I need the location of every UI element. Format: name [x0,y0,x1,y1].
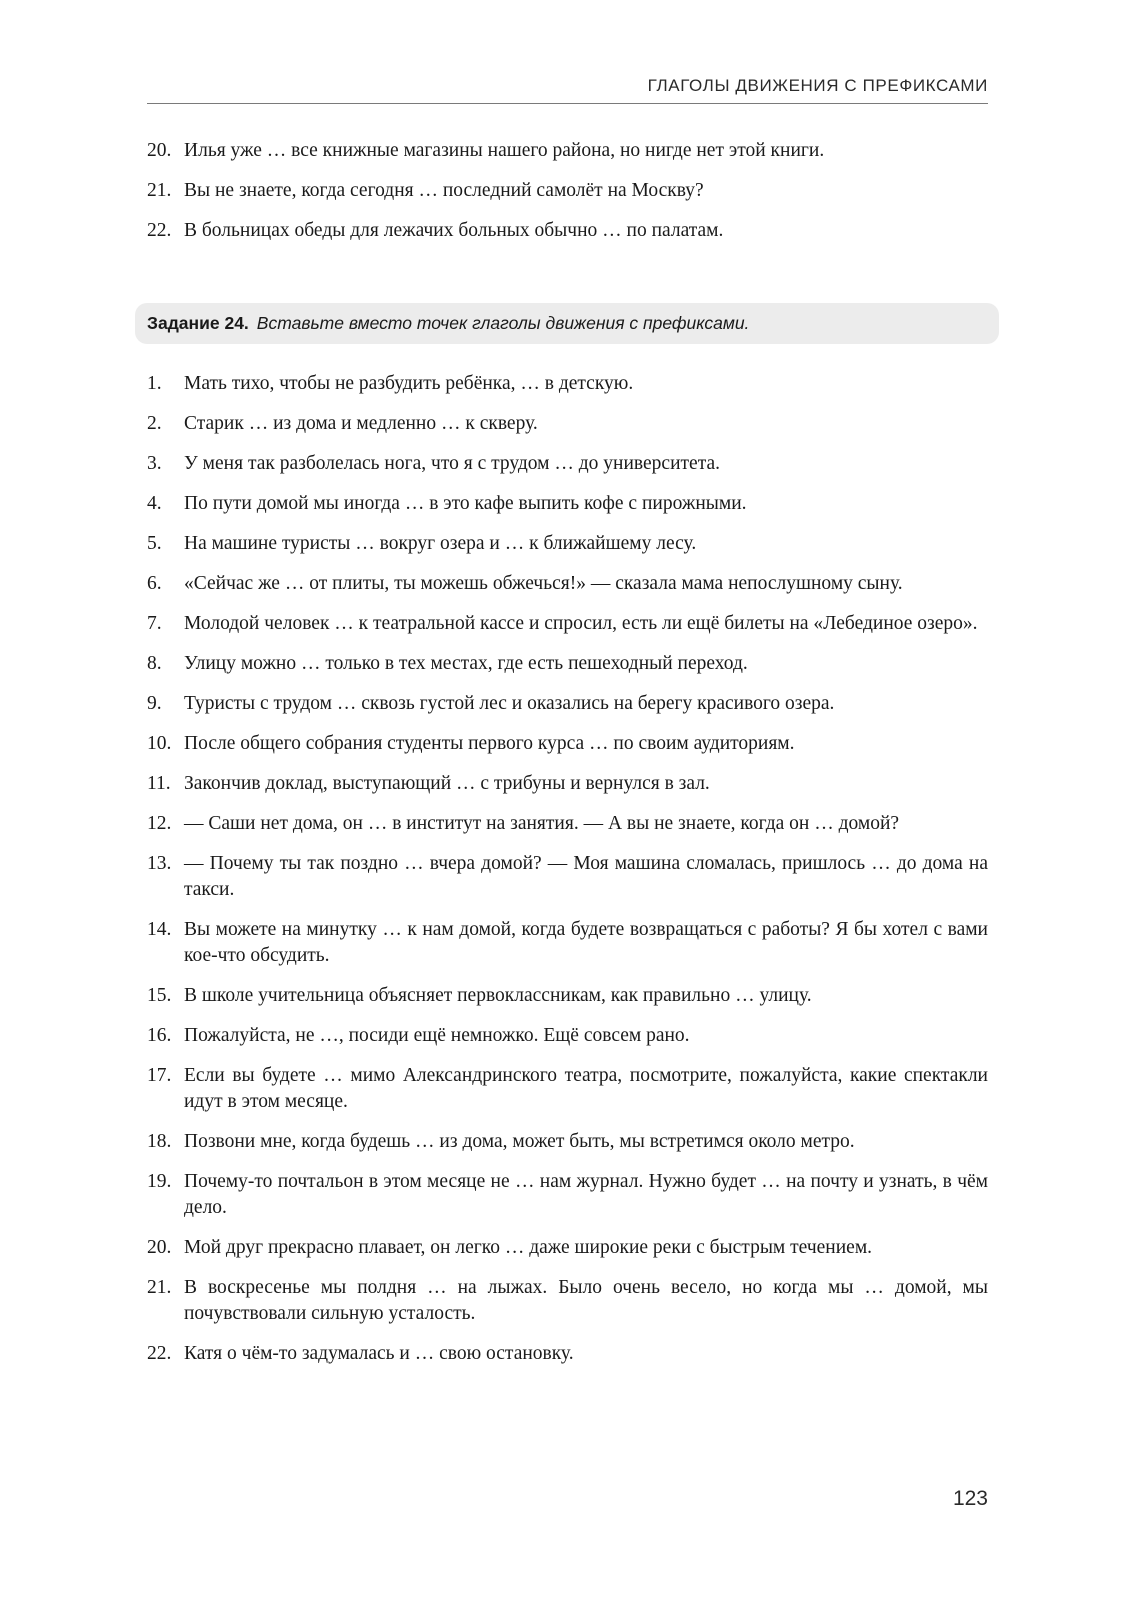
item-number: 3. [147,453,162,474]
item-number: 1. [147,373,162,394]
task-label: Задание 24. [147,313,249,333]
list-item [147,917,988,969]
item-number: 13. [147,853,172,874]
item-text: Если вы будете … мимо Александринского театра, посмотрите, пожалуйста, какие спектакли идут в этом месяце. [184,1065,988,1112]
item-number: 15. [147,985,172,1006]
running-title: ГЛАГОЛЫ ДВИЖЕНИЯ С ПРЕФИКСАМИ [647,76,988,95]
item-number: 20. [147,1237,172,1258]
item-number: 11. [147,773,171,794]
item-text: Позвони мне, когда будешь … из дома, может быть, мы встретимся около метро. [184,1131,855,1152]
item-text: Старик … из дома и медленно … к скверу. [184,413,538,434]
exercise-list [147,371,988,1381]
item-text: — Почему ты так поздно … вчера домой? — Моя машина сломалась, пришлось … до дома на такси. [184,853,988,900]
item-number: 18. [147,1131,172,1152]
item-number: 14. [147,919,172,940]
list-item [147,1235,988,1261]
item-text: Туристы с трудом … сквозь густой лес и оказались на берегу красивого озера. [184,693,835,714]
item-text: В школе учительница объясняет первоклассникам, как правильно … улицу. [184,985,812,1006]
list-item [147,731,988,757]
item-number: 4. [147,493,162,514]
list-item [147,651,988,677]
item-number: 21. [147,1277,172,1298]
running-header [147,76,988,104]
list-item [147,1341,988,1367]
item-text: Вы можете на минутку … к нам домой, когда будете возвращаться с работы? Я бы хотел с вами кое-что обсудить. [184,919,988,966]
list-item [147,611,988,637]
list-item [147,811,988,837]
list-item [147,983,988,1009]
item-number: 9. [147,693,162,714]
item-number: 6. [147,573,162,594]
list-item [147,1129,988,1155]
list-item [147,411,988,437]
item-number: 22. [147,1343,172,1364]
list-item [147,1023,988,1049]
list-item [147,1063,988,1115]
list-item [147,1275,988,1327]
list-item [147,218,988,244]
list-item [147,691,988,717]
item-number: 16. [147,1025,172,1046]
item-text: Илья уже … все книжные магазины нашего района, но нигде нет этой книги. [184,140,825,161]
item-number: 17. [147,1065,172,1086]
task-heading-box [135,303,999,344]
list-item [147,1169,988,1221]
item-number: 20. [147,140,172,161]
item-text: Молодой человек … к театральной кассе и спросил, есть ли ещё билеты на «Лебединое озеро». [184,613,978,634]
item-text: Мой друг прекрасно плавает, он легко … даже широкие реки с быстрым течением. [184,1237,873,1258]
item-number: 7. [147,613,162,634]
item-number: 22. [147,220,172,241]
list-item [147,491,988,517]
item-text: На машине туристы … вокруг озера и … к ближайшему лесу. [184,533,697,554]
item-text: Почему-то почтальон в этом месяце не … нам журнал. Нужно будет … на почту и узнать, в чём дело. [184,1171,988,1218]
item-text: Вы не знаете, когда сегодня … последний самолёт на Москву? [184,180,704,201]
item-text: По пути домой мы иногда … в это кафе выпить кофе с пирожными. [184,493,747,514]
item-number: 10. [147,733,172,754]
page-number: 123 [952,1487,988,1510]
item-text: В больницах обеды для лежачих больных обычно … по палатам. [184,220,724,241]
item-number: 2. [147,413,162,434]
list-item [147,771,988,797]
item-text: — Саши нет дома, он … в институт на занятия. — А вы не знаете, когда он … домой? [184,813,900,834]
item-text: Улицу можно … только в тех местах, где есть пешеходный переход. [184,653,748,674]
previous-exercise-list [147,138,988,258]
item-text: «Сейчас же … от плиты, ты можешь обжечься!» — сказала мама непослушному сыну. [184,573,903,594]
list-item [147,451,988,477]
task-instruction: Вставьте вместо точек глаголы движения с префиксами. [256,313,750,333]
list-item [147,178,988,204]
item-text: У меня так разболелась нога, что я с трудом … до университета. [184,453,720,474]
item-number: 8. [147,653,162,674]
item-text: Мать тихо, чтобы не разбудить ребёнка, … в детскую. [184,373,634,394]
item-number: 12. [147,813,172,834]
list-item [147,138,988,164]
item-text: Пожалуйста, не …, посиди ещё немножко. Ещё совсем рано. [184,1025,690,1046]
item-text: Закончив доклад, выступающий … с трибуны и вернулся в зал. [184,773,710,794]
list-item [147,371,988,397]
item-number: 21. [147,180,172,201]
item-number: 19. [147,1171,172,1192]
list-item [147,531,988,557]
list-item [147,571,988,597]
item-text: Катя о чём-то задумалась и … свою остановку. [184,1343,574,1364]
item-text: После общего собрания студенты первого курса … по своим аудиториям. [184,733,795,754]
item-number: 5. [147,533,162,554]
list-item [147,851,988,903]
item-text: В воскресенье мы полдня … на лыжах. Было очень весело, но когда мы … домой, мы почувствовали сильную усталость. [184,1277,988,1324]
